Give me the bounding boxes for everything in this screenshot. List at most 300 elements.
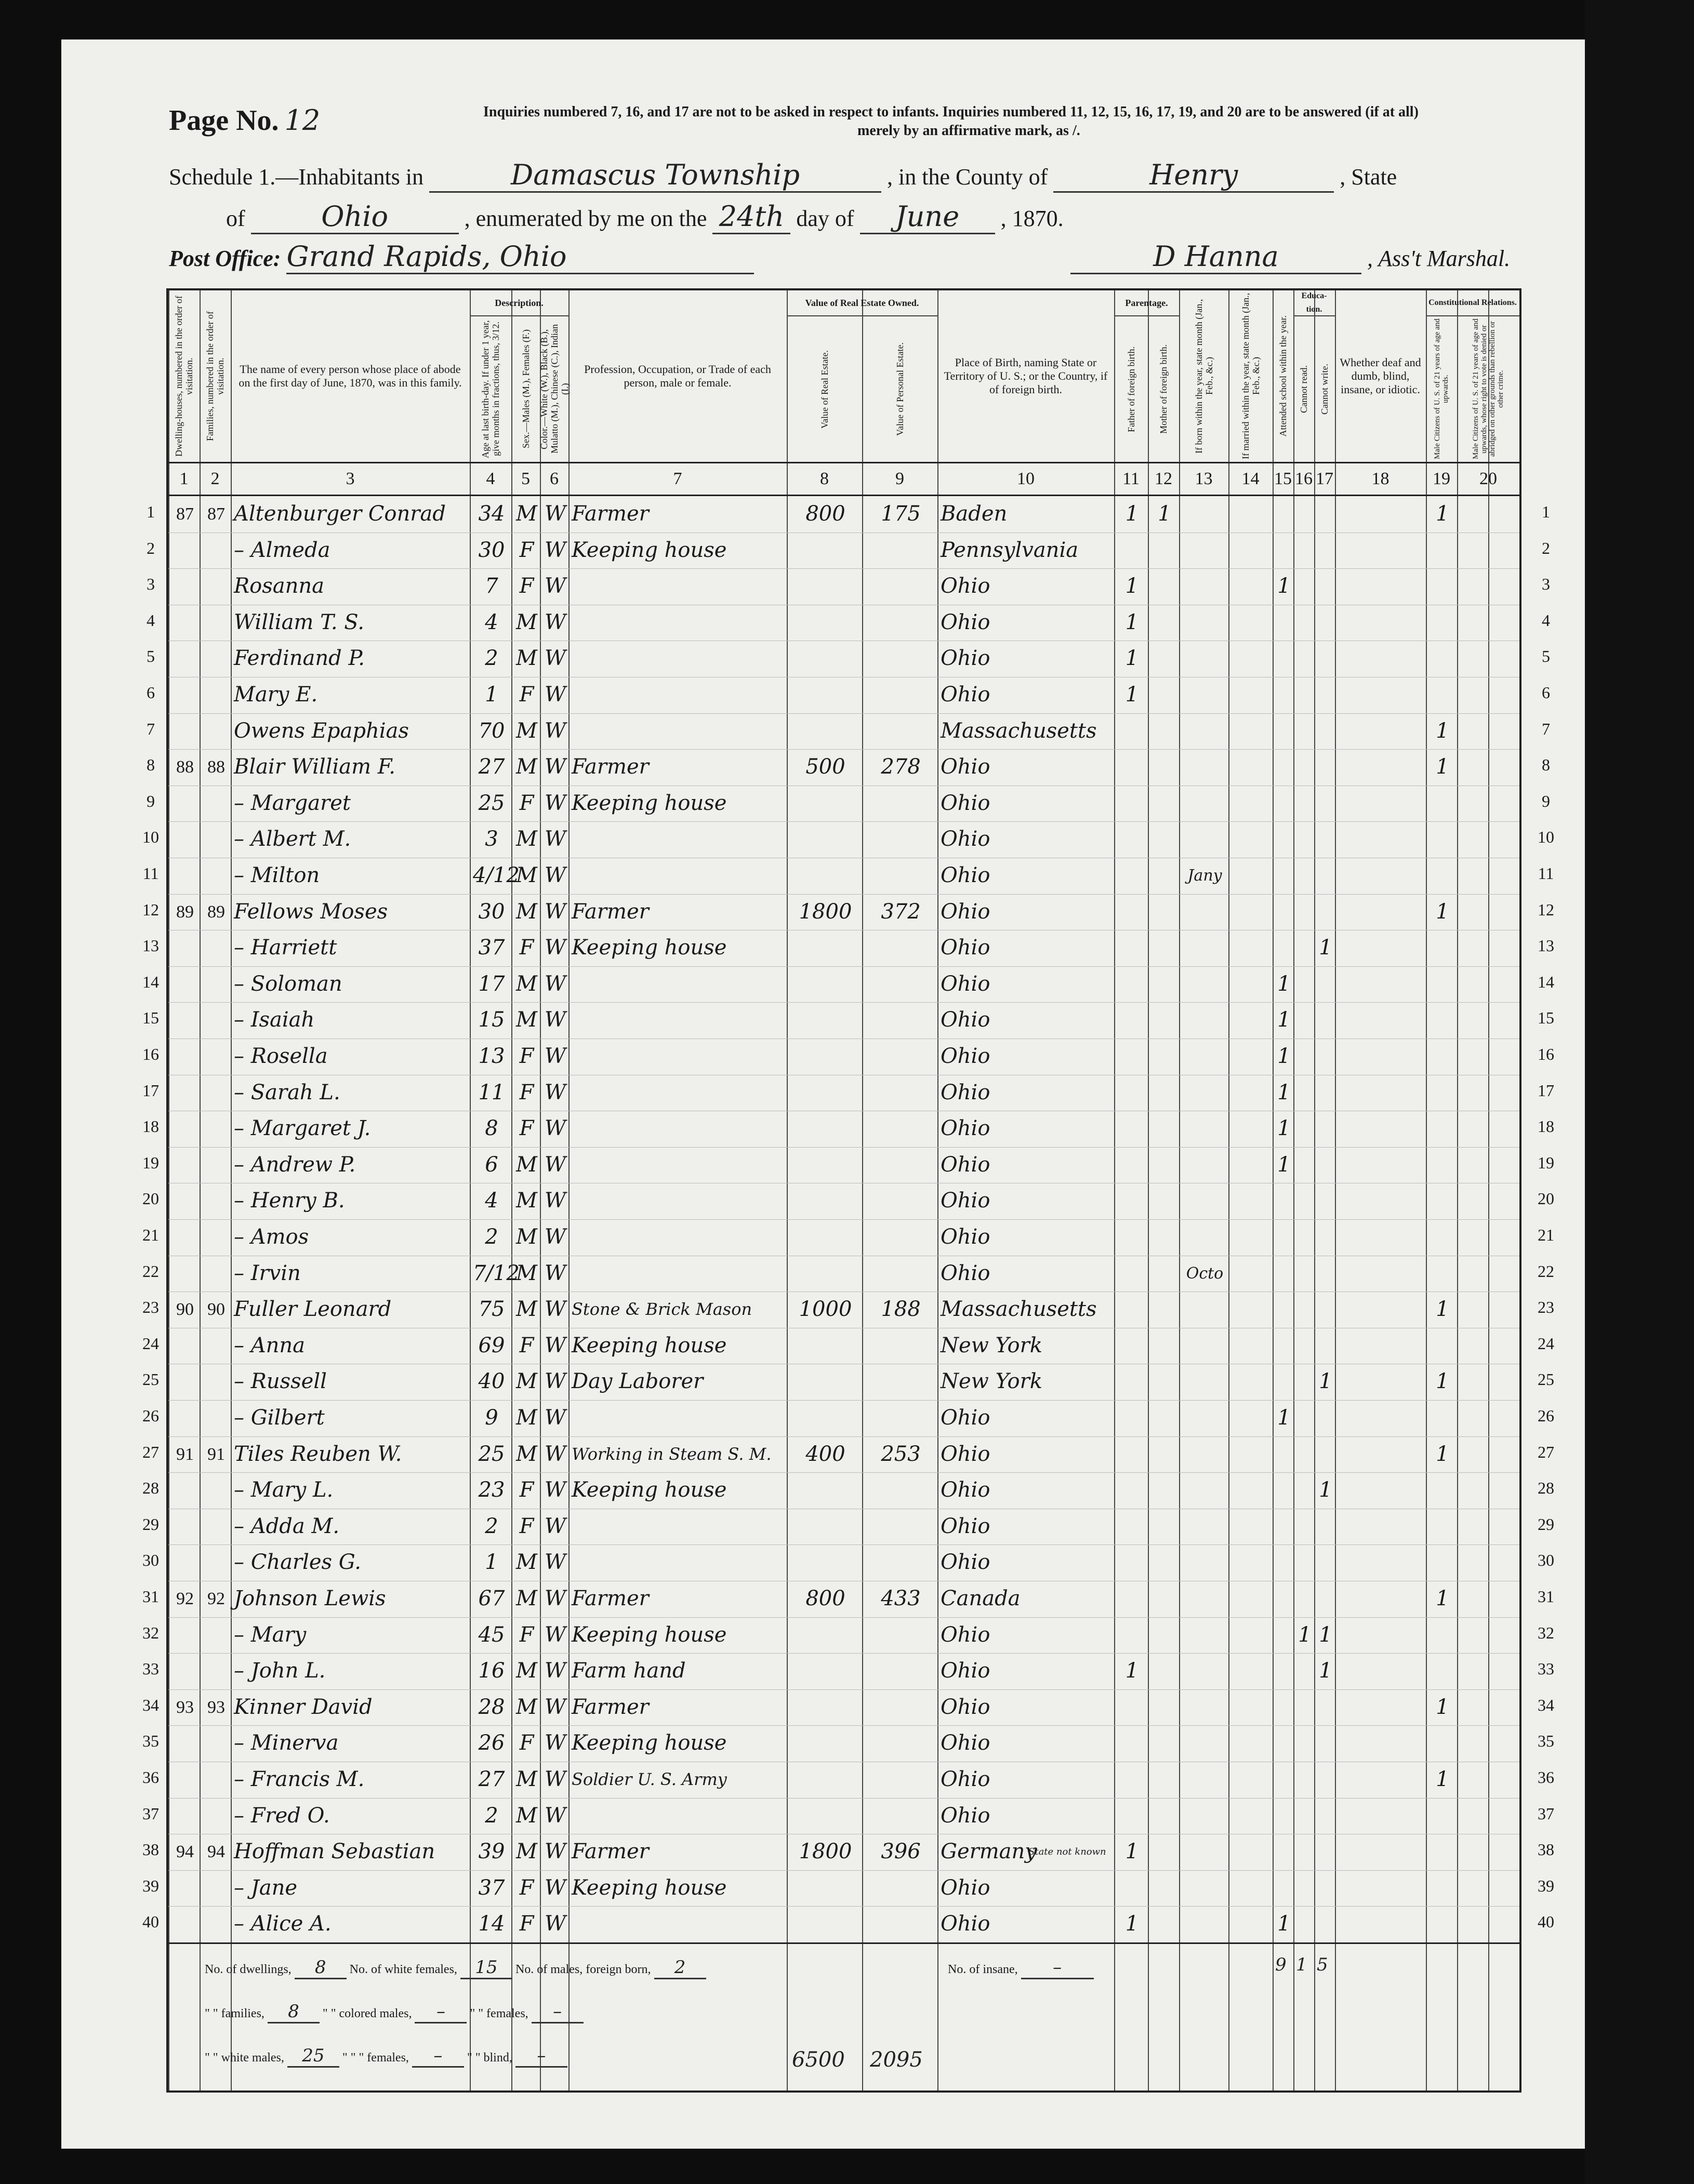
month-value: June (860, 200, 995, 234)
instructions-line-1: Inquiries numbered 7, 16, and 17 are not to be asked in respect to infants. Inquiries numbered 11, 12, 15, 16, 17, 19, and 20 are to be answered (if at all) (483, 104, 1419, 120)
cell-pe (865, 713, 936, 750)
cell-c19 (1429, 1834, 1456, 1870)
school-total: 9 (1275, 1954, 1287, 1975)
cell-c19 (1429, 1870, 1456, 1907)
cell-c17: 1 (1319, 1622, 1332, 1647)
cell-age: 2 (485, 646, 498, 671)
cell-fam (203, 1183, 230, 1219)
cell-dw (171, 1147, 198, 1183)
cell-c14 (1232, 1256, 1272, 1292)
cell-pe (865, 1544, 936, 1581)
cell-pe (865, 1509, 936, 1545)
cell-age: 16 (478, 1659, 505, 1683)
column-number: 17 (1316, 469, 1333, 488)
cell-birth: Ohio (941, 1478, 990, 1502)
cell-dw (171, 677, 198, 713)
cell-sex: M (516, 1189, 537, 1213)
cell-c13 (1182, 1870, 1227, 1907)
cell-dw (171, 966, 198, 1003)
cell-occ (572, 1147, 786, 1183)
cell-name: Hoffman Sebastian (234, 1840, 435, 1864)
cell-age: 7/12 (473, 1261, 520, 1285)
cell-birth: Ohio (941, 1406, 990, 1430)
cell-c15 (1276, 1762, 1292, 1798)
cell-fam (203, 1111, 230, 1147)
line-number-right: 2 (1542, 538, 1550, 557)
cell-pe (865, 1002, 936, 1038)
cell-c11 (1117, 1581, 1147, 1617)
cell-sex: M (516, 1225, 537, 1249)
cell-dw (171, 785, 198, 822)
cell-c19 (1429, 966, 1456, 1003)
cell-c19 (1429, 785, 1456, 822)
cell-c15 (1276, 1834, 1292, 1870)
cell-age: 1 (485, 683, 498, 707)
col7-header: Profession, Occupation, or Trade of each person, male or female. (584, 363, 771, 389)
cell-color: W (544, 1731, 566, 1755)
cell-c15: 1 (1277, 1152, 1291, 1177)
cell-c16 (1296, 1653, 1313, 1689)
state-label: , State (1340, 164, 1397, 190)
cell-c19 (1429, 1183, 1456, 1219)
cell-c16 (1296, 1544, 1313, 1581)
cell-c13 (1182, 1075, 1227, 1111)
cell-c15 (1276, 1798, 1292, 1834)
cell-color: W (544, 899, 566, 924)
cell-name: – Margaret (234, 791, 351, 815)
cell-c12 (1151, 1002, 1178, 1038)
line-number-right: 26 (1538, 1406, 1554, 1425)
cell-c17 (1317, 858, 1334, 894)
cell-c15 (1276, 1328, 1292, 1364)
cell-c16 (1296, 930, 1313, 966)
cell-c13 (1182, 1038, 1227, 1075)
cell-c14 (1232, 1617, 1272, 1654)
cell-pe (865, 1870, 936, 1907)
cell-c14 (1232, 1183, 1272, 1219)
cell-c19 (1429, 1725, 1456, 1762)
cell-dw (171, 1400, 198, 1436)
cell-name: – Adda M. (234, 1514, 340, 1538)
cell-re: 1000 (799, 1297, 852, 1322)
cell-c15 (1276, 1870, 1292, 1907)
cell-fam (203, 1038, 230, 1075)
cell-birth: New York (941, 1369, 1042, 1394)
cell-age: 13 (478, 1044, 505, 1068)
township-value: Damascus Township (429, 158, 881, 193)
cell-c14 (1232, 1002, 1272, 1038)
cell-c14 (1232, 966, 1272, 1003)
cell-re (790, 677, 861, 713)
table-row (168, 677, 1519, 714)
cell-sex: M (516, 1406, 537, 1430)
cell-name: William T. S. (234, 610, 364, 634)
cell-c13 (1182, 1762, 1227, 1798)
year-value: , 1870. (1000, 206, 1064, 231)
cell-c11 (1117, 966, 1147, 1003)
line-number-right: 16 (1538, 1045, 1554, 1063)
cell-c17 (1317, 785, 1334, 822)
cell-age: 17 (478, 971, 505, 996)
cell-c13 (1182, 1183, 1227, 1219)
cell-occ: Farmer (572, 502, 649, 526)
cell-age: 2 (485, 1514, 498, 1538)
cell-c12 (1151, 568, 1178, 605)
cell-c13: Octo (1186, 1264, 1224, 1283)
cell-c16 (1296, 641, 1313, 677)
cell-sex: M (516, 1659, 537, 1683)
cell-c16 (1296, 713, 1313, 750)
families-label: " " families, (205, 2007, 264, 2020)
cell-age: 4/12 (473, 863, 520, 887)
cell-age: 4 (485, 610, 498, 634)
cell-occ: Keeping house (572, 1622, 727, 1647)
instructions-line-2: merely by an affirmative mark, as /. (857, 123, 1080, 139)
cell-c19 (1429, 1617, 1456, 1654)
cell-c19: 1 (1436, 1442, 1449, 1466)
line-number-left: 1 (147, 502, 155, 521)
cell-birth: Massachusetts (941, 718, 1097, 743)
cell-dw: 89 (176, 902, 194, 922)
cell-occ (572, 1075, 786, 1111)
cell-age: 23 (478, 1478, 505, 1502)
cell-c11 (1117, 1256, 1147, 1292)
cell-sex: M (516, 971, 537, 996)
cell-c14 (1232, 1653, 1272, 1689)
cell-c19 (1429, 1653, 1456, 1689)
column-number: 6 (550, 469, 559, 488)
cell-sex: M (516, 1369, 537, 1394)
cell-c12 (1151, 677, 1178, 713)
cell-occ (572, 966, 786, 1003)
cell-name: – Jane (234, 1875, 298, 1900)
cell-pe (865, 1256, 936, 1292)
dwellings-label: No. of dwellings, (205, 1963, 292, 1976)
cell-re (790, 1364, 861, 1400)
cell-name: Altenburger Conrad (234, 502, 446, 526)
cell-name: – Isaiah (234, 1008, 315, 1032)
cell-dw (171, 605, 198, 641)
cell-c15 (1276, 930, 1292, 966)
cell-c11 (1117, 1075, 1147, 1111)
cell-c16 (1296, 1328, 1313, 1364)
cell-c13 (1182, 1509, 1227, 1545)
cell-c13 (1182, 1906, 1227, 1942)
column-number: 16 (1295, 469, 1313, 488)
state-value: Ohio (251, 200, 459, 234)
cell-birth: New York (941, 1333, 1042, 1357)
col5-header: Sex.—Males (M.), Females (F.) (520, 329, 531, 449)
cell-c14 (1232, 713, 1272, 750)
cell-c13 (1182, 1725, 1227, 1762)
line-number-right: 5 (1542, 647, 1550, 666)
insane-value: – (1021, 1957, 1094, 1979)
cell-age: 40 (478, 1369, 505, 1394)
cell-pe (865, 858, 936, 894)
line-number-left: 27 (142, 1442, 159, 1461)
cell-fam (203, 1147, 230, 1183)
line-number-right: 38 (1538, 1840, 1554, 1859)
cell-dw (171, 858, 198, 894)
cell-c13 (1182, 1617, 1227, 1654)
cell-c16 (1296, 858, 1313, 894)
cell-c16 (1296, 1183, 1313, 1219)
cell-fam (203, 821, 230, 858)
cell-birth: Ohio (941, 1803, 990, 1828)
cell-c13 (1182, 1653, 1227, 1689)
line-number-right: 21 (1538, 1226, 1554, 1244)
cell-c17 (1317, 605, 1334, 641)
cell-re (790, 1111, 861, 1147)
cell-dw (171, 821, 198, 858)
cell-c13 (1182, 1328, 1227, 1364)
column-number: 12 (1155, 469, 1172, 488)
cell-c11 (1117, 821, 1147, 858)
cell-color: W (544, 936, 566, 960)
cell-sex: F (519, 1478, 534, 1502)
cell-pe (865, 821, 936, 858)
cell-c11 (1117, 1436, 1147, 1473)
cell-occ (572, 1038, 786, 1075)
line-number-left: 40 (142, 1912, 159, 1932)
cell-c12 (1151, 1364, 1178, 1400)
line-number-right: 40 (1538, 1912, 1554, 1932)
cell-occ: Farmer (572, 755, 649, 779)
table-row (168, 1581, 1519, 1618)
cell-birth: Baden (941, 502, 1008, 526)
cell-c15 (1276, 1364, 1292, 1400)
cell-c19: 1 (1436, 899, 1449, 924)
cell-c19: 1 (1436, 1587, 1449, 1610)
cell-c19 (1429, 1038, 1456, 1075)
column-number: 13 (1195, 469, 1213, 488)
cell-pe (865, 1364, 936, 1400)
cell-color: W (544, 791, 566, 815)
cell-occ (572, 605, 786, 641)
cell-c14 (1232, 785, 1272, 822)
table-row (168, 1400, 1519, 1437)
cell-re (790, 568, 861, 605)
cell-birth: Ohio (941, 899, 990, 924)
cell-age: 37 (478, 936, 505, 960)
cell-c17 (1317, 1002, 1334, 1038)
cell-c13 (1182, 894, 1227, 930)
cell-c12 (1151, 532, 1178, 569)
cell-dw (171, 713, 198, 750)
line-number-right: 11 (1538, 864, 1554, 883)
cell-c15 (1276, 1291, 1292, 1328)
cell-c12 (1151, 1219, 1178, 1256)
table-row (168, 1509, 1519, 1546)
line-number-left: 5 (147, 647, 155, 666)
cell-dw (171, 1038, 198, 1075)
blind-label: " " blind, (467, 2051, 512, 2065)
cell-birth: Germany (941, 1840, 1037, 1864)
cell-dw: 91 (176, 1444, 194, 1464)
enumerated-label: , enumerated by me on the (464, 206, 707, 231)
cell-c14 (1232, 496, 1272, 532)
cell-c19 (1429, 1798, 1456, 1834)
cell-occ (572, 1544, 786, 1581)
cell-c17 (1317, 1762, 1334, 1798)
column-number: 10 (1017, 469, 1035, 488)
table-row (168, 1689, 1519, 1726)
table-row (168, 1364, 1519, 1401)
cell-dw (171, 1725, 198, 1762)
cell-age: 27 (478, 755, 505, 779)
cell-c16 (1296, 1111, 1313, 1147)
cell-c13 (1182, 677, 1227, 713)
cell-age: 2 (485, 1803, 498, 1828)
cell-c12 (1151, 1328, 1178, 1364)
cell-birth: Ohio (941, 791, 990, 815)
cell-c19 (1429, 1111, 1456, 1147)
cell-c11 (1117, 1219, 1147, 1256)
cell-birth: Canada (941, 1587, 1021, 1610)
cell-occ: Keeping house (572, 1875, 727, 1900)
cell-c12 (1151, 1544, 1178, 1581)
column-number: 18 (1371, 469, 1389, 488)
cell-birth: Pennsylvania (941, 538, 1079, 562)
col13-header: If born within the year, state month (Jan., Feb., &c.) (1193, 299, 1214, 454)
schedule-label: Schedule 1.—Inhabitants in (169, 164, 424, 190)
cell-name: – Milton (234, 863, 320, 887)
cell-re (790, 1147, 861, 1183)
line-number-right: 28 (1538, 1479, 1554, 1498)
cell-fam (203, 532, 230, 569)
cell-c14 (1232, 858, 1272, 894)
cell-c17 (1317, 532, 1334, 569)
cell-c12 (1151, 641, 1178, 677)
cell-age: 39 (478, 1840, 505, 1864)
cell-age: 27 (478, 1767, 505, 1791)
cell-name: Ferdinand P. (234, 646, 365, 671)
cell-c17 (1317, 1256, 1334, 1292)
cell-color: W (544, 1044, 566, 1068)
cell-c13 (1182, 930, 1227, 966)
males-foreign-value: 2 (654, 1957, 706, 1979)
cell-age: 9 (485, 1406, 498, 1430)
cell-c13 (1182, 641, 1227, 677)
cell-age: 8 (485, 1116, 498, 1141)
cell-birth: Ohio (941, 1767, 990, 1791)
cell-fam (203, 713, 230, 750)
line-number-left: 34 (142, 1695, 159, 1714)
cell-c11 (1117, 1002, 1147, 1038)
cell-pe (865, 568, 936, 605)
cell-c13 (1182, 568, 1227, 605)
table-row (168, 1834, 1519, 1871)
table-row (168, 930, 1519, 967)
cell-c15 (1276, 894, 1292, 930)
cell-c16 (1296, 1509, 1313, 1545)
cell-fam (203, 605, 230, 641)
cell-c12 (1151, 1183, 1178, 1219)
cell-c16 (1296, 1798, 1313, 1834)
cell-dw (171, 930, 198, 966)
line-number-left: 6 (147, 683, 155, 702)
cell-age: 6 (485, 1152, 498, 1177)
cell-sex: F (519, 936, 534, 960)
cell-c11 (1117, 1364, 1147, 1400)
cell-c16 (1296, 749, 1313, 785)
line-number-right: 3 (1542, 575, 1550, 594)
cell-c13 (1182, 1581, 1227, 1617)
cell-c16 (1296, 677, 1313, 713)
cell-c14 (1232, 641, 1272, 677)
cell-re: 800 (805, 1587, 845, 1610)
cell-sex: M (516, 1803, 537, 1828)
table-row (168, 1725, 1519, 1762)
table-row (168, 641, 1519, 677)
cell-sex: F (519, 1912, 534, 1936)
cell-re (790, 1617, 861, 1654)
table-row (168, 1256, 1519, 1293)
line-number-right: 4 (1542, 610, 1550, 630)
table-row (168, 1328, 1519, 1365)
cell-fam (203, 1544, 230, 1581)
cell-dw (171, 1544, 198, 1581)
cell-re (790, 1256, 861, 1292)
table-row (168, 1617, 1519, 1654)
line-number-left: 30 (142, 1551, 159, 1570)
cell-c12 (1151, 858, 1178, 894)
column-number: 1 (179, 469, 189, 488)
column-number: 14 (1241, 469, 1260, 488)
county-value: Henry (1053, 158, 1334, 193)
table-row (168, 1111, 1519, 1148)
col14-header: If married within the year, state month (Jan., Feb., &c.) (1240, 292, 1261, 460)
cell-birth: Ohio (941, 683, 990, 707)
cell-c19 (1429, 821, 1456, 858)
cell-birth: Ohio (941, 1008, 990, 1032)
white-males-value: 25 (287, 2045, 339, 2068)
cell-name: – Amos (234, 1225, 309, 1249)
cell-c11: 1 (1125, 1659, 1139, 1683)
cell-c16 (1296, 966, 1313, 1003)
line-number-left: 36 (142, 1768, 159, 1787)
column-number: 5 (521, 469, 530, 488)
education-header: Educa-tion. (1301, 291, 1327, 314)
line-number-right: 35 (1538, 1732, 1554, 1751)
line-number-right: 9 (1542, 791, 1550, 810)
parentage-header: Parentage. (1125, 298, 1168, 308)
cell-c12 (1151, 1147, 1178, 1183)
birth-note: State not known (1028, 1846, 1106, 1858)
cell-c13 (1182, 713, 1227, 750)
cell-c11: 1 (1125, 1912, 1139, 1936)
cell-sex: F (519, 1875, 534, 1900)
cell-color: W (544, 1587, 566, 1610)
table-row (168, 1038, 1519, 1075)
line-number-right: 22 (1538, 1261, 1554, 1281)
cell-c13 (1182, 1400, 1227, 1436)
cell-color: W (544, 718, 566, 743)
line-number-right: 14 (1538, 972, 1554, 991)
line-number-left: 13 (142, 936, 159, 955)
line-number-right: 31 (1538, 1587, 1554, 1606)
cell-c15 (1276, 713, 1292, 750)
cell-dw (171, 1002, 198, 1038)
cell-age: 28 (478, 1695, 505, 1719)
cell-name: – Sarah L. (234, 1080, 340, 1104)
table-row (168, 1219, 1519, 1256)
line-number-left: 39 (142, 1876, 159, 1895)
cell-name: Mary E. (234, 683, 318, 707)
cell-c14 (1232, 1111, 1272, 1147)
cell-occ: Keeping house (572, 1731, 727, 1755)
cell-dw (171, 1906, 198, 1942)
